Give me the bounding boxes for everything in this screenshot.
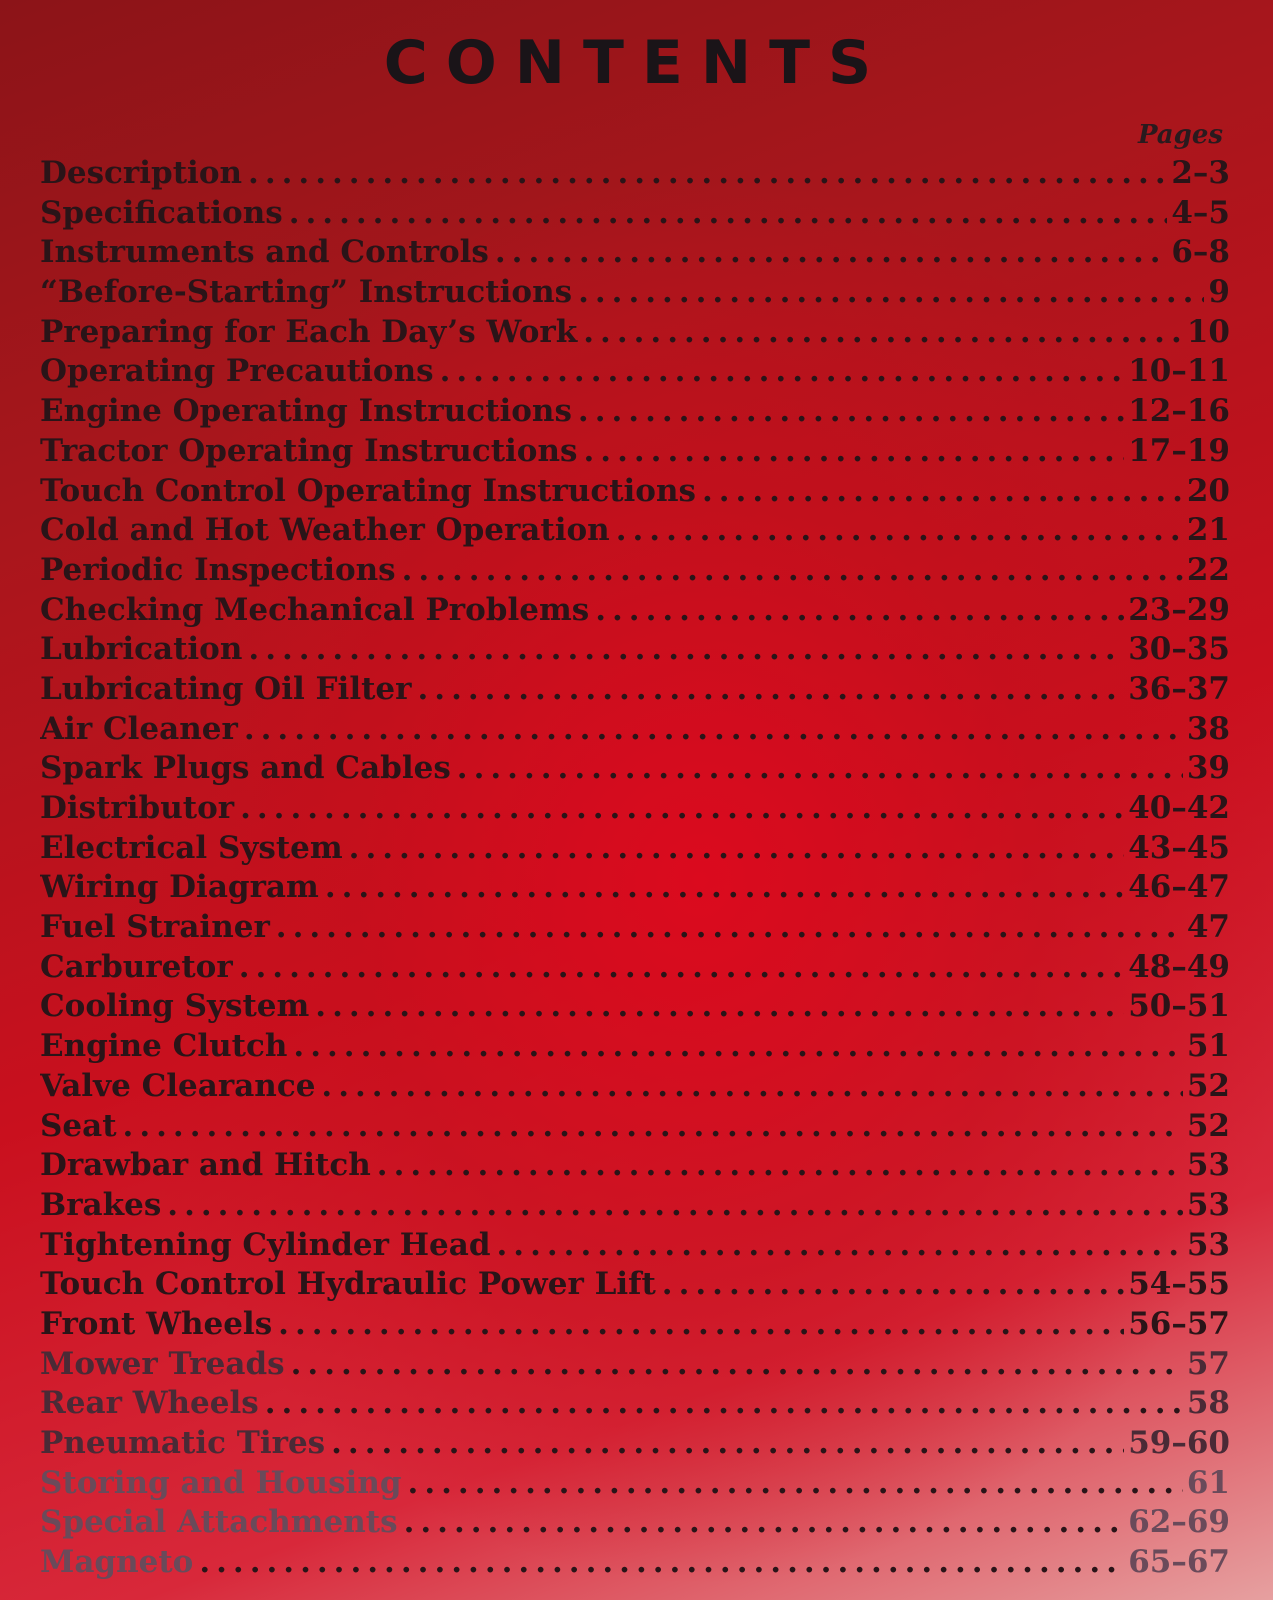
toc-entry: [40, 314, 1230, 354]
toc-entry-label: Special Attachments: [40, 1504, 398, 1541]
toc-entry-pages: 53: [1186, 1226, 1230, 1263]
dot-leader: [289, 195, 1168, 231]
toc-entry-pages: 47: [1186, 909, 1230, 946]
toc-entry: [40, 869, 1230, 909]
toc-entry-label: Valve Clearance: [40, 1067, 316, 1104]
toc-entry-pages: 4–5: [1171, 194, 1230, 231]
toc-entry-label: Front Wheels: [40, 1305, 273, 1342]
toc-entry-pages: 59–60: [1128, 1425, 1230, 1461]
toc-entry-label: Wiring Diagram: [40, 869, 319, 906]
toc-entry: [40, 750, 1230, 790]
toc-entry-label: Fuel Strainer: [40, 909, 270, 946]
dot-leader: [199, 1544, 1124, 1580]
toc-entry-pages: 12–16: [1128, 393, 1230, 430]
dot-leader: [662, 1266, 1124, 1302]
toc-entry: [40, 353, 1230, 393]
toc-entry-pages: 38: [1186, 710, 1230, 747]
toc-entry: [40, 1068, 1230, 1108]
toc-entry: [40, 473, 1230, 513]
dot-leader: [265, 1385, 1183, 1421]
toc-entry-pages: 46–47: [1128, 869, 1230, 906]
toc-entry: [40, 988, 1230, 1028]
toc-entry-label: Air Cleaner: [40, 710, 238, 747]
toc-entry: [40, 195, 1230, 235]
toc-entry: [40, 592, 1230, 632]
pages-column-heading: Pages: [1137, 120, 1223, 150]
toc-entry-pages: 54–55: [1128, 1266, 1230, 1303]
dot-leader: [325, 869, 1124, 905]
dot-leader: [244, 711, 1183, 747]
toc-entry-pages: 53: [1186, 1186, 1230, 1223]
toc-entry-pages: 9: [1208, 274, 1230, 311]
toc-entry: [40, 1028, 1230, 1068]
dot-leader: [293, 1028, 1182, 1064]
dot-leader: [377, 1147, 1183, 1183]
toc-entry-label: Engine Clutch: [40, 1028, 288, 1065]
dot-leader: [240, 790, 1124, 826]
toc-entry-label: Tightening Cylinder Head: [40, 1226, 491, 1263]
toc-entry-pages: 50–51: [1128, 988, 1230, 1025]
toc-entry: [40, 1306, 1230, 1346]
dot-leader: [495, 234, 1168, 270]
toc-entry-pages: 62–69: [1128, 1504, 1230, 1541]
dot-leader: [349, 830, 1125, 866]
dot-leader: [578, 274, 1204, 310]
dot-leader: [402, 552, 1183, 588]
toc-entry: [40, 234, 1230, 274]
dot-leader: [578, 393, 1124, 429]
dot-leader: [497, 1227, 1183, 1263]
toc-entry-pages: 22: [1186, 551, 1230, 588]
toc-entry: [40, 1147, 1230, 1187]
toc-entry: [40, 433, 1230, 473]
toc-entry-pages: 57: [1186, 1345, 1230, 1382]
toc-entry-pages: 48–49: [1128, 948, 1230, 985]
toc-entry-label: Periodic Inspections: [40, 551, 396, 588]
toc-entry: [40, 1108, 1230, 1148]
toc-entry-pages: 30–35: [1128, 631, 1230, 668]
toc-entry-pages: 58: [1186, 1385, 1230, 1422]
toc-entry-label: Specifications: [40, 194, 283, 231]
toc-entry-label: Magneto: [40, 1544, 194, 1581]
toc-entry: [40, 1187, 1230, 1227]
toc-entry-pages: 20: [1186, 472, 1230, 509]
toc-entry-pages: 39: [1186, 750, 1230, 787]
toc-entry: [40, 1544, 1230, 1584]
toc-entry-pages: 52: [1186, 1107, 1230, 1144]
toc-entry-label: Electrical System: [40, 829, 343, 866]
toc-entry: [40, 1227, 1230, 1267]
toc-entry-pages: 61: [1186, 1464, 1230, 1501]
dot-leader: [123, 1108, 1183, 1144]
toc-entry-label: Distributor: [40, 790, 235, 826]
dot-leader: [315, 988, 1124, 1024]
dot-leader: [583, 433, 1124, 469]
toc-entry: [40, 631, 1230, 671]
dot-leader: [408, 1465, 1183, 1501]
toc-entry-label: Drawbar and Hitch: [40, 1147, 371, 1184]
toc-entry-label: Description: [40, 155, 243, 191]
toc-entry-label: Rear Wheels: [40, 1385, 259, 1422]
toc-entry-pages: 17–19: [1128, 432, 1230, 469]
dot-leader: [278, 1306, 1124, 1342]
toc-entry-pages: 23–29: [1128, 591, 1230, 628]
dot-leader: [291, 1346, 1183, 1382]
toc-entry: [40, 671, 1230, 711]
toc-entry: [40, 711, 1230, 751]
toc-entry: [40, 1504, 1230, 1544]
toc-entry: [40, 1266, 1230, 1306]
toc-entry-label: Seat: [40, 1107, 117, 1144]
toc-entry-pages: 51: [1186, 1028, 1230, 1065]
dot-leader: [595, 592, 1124, 628]
toc-entry-label: Cooling System: [40, 988, 310, 1025]
toc-entry: [40, 909, 1230, 949]
toc-entry-pages: 36–37: [1128, 670, 1230, 707]
toc-entry-pages: 53: [1186, 1147, 1230, 1184]
toc-entry-pages: 6–8: [1171, 234, 1230, 271]
toc-entry-pages: 10–11: [1128, 353, 1230, 390]
toc-entry-label: Touch Control Hydraulic Power Lift: [40, 1266, 656, 1303]
toc-entry-label: Operating Precautions: [40, 353, 434, 390]
toc-entry-pages: 40–42: [1128, 790, 1230, 826]
toc-entry-pages: 52: [1186, 1067, 1230, 1104]
dot-leader: [321, 1068, 1182, 1104]
dot-leader: [276, 909, 1183, 945]
toc-entry: [40, 1465, 1230, 1505]
dot-leader: [417, 671, 1124, 707]
toc-entry-label: Touch Control Operating Instructions: [40, 472, 696, 509]
toc-entry-pages: 65–67: [1128, 1544, 1230, 1581]
toc-entry-label: Tractor Operating Instructions: [40, 432, 578, 469]
toc-entry-label: Brakes: [40, 1186, 162, 1223]
toc-entry: [40, 393, 1230, 433]
dot-leader: [457, 750, 1183, 786]
toc-entry-label: Cold and Hot Weather Operation: [40, 512, 610, 549]
dot-leader: [583, 314, 1183, 350]
dot-leader: [616, 512, 1183, 548]
toc-entry-label: Spark Plugs and Cables: [40, 750, 451, 787]
toc-entry-pages: 10: [1186, 313, 1230, 350]
toc-entry-label: Mower Treads: [40, 1345, 285, 1382]
toc-entry-label: Engine Operating Instructions: [40, 393, 572, 430]
toc-entry: [40, 274, 1230, 314]
toc-entry-label: Lubrication: [40, 631, 243, 668]
toc-entry-label: Checking Mechanical Problems: [40, 591, 590, 628]
dot-leader: [248, 631, 1124, 667]
dot-leader: [440, 353, 1125, 389]
toc-entry: [40, 155, 1230, 195]
toc-entry-label: Carburetor: [40, 948, 233, 985]
toc-entry: [40, 1385, 1230, 1425]
toc-entry: [40, 1346, 1230, 1386]
table-of-contents: [40, 155, 1230, 1584]
toc-entry-label: Preparing for Each Day’s Work: [40, 313, 578, 350]
toc-entry-label: Storing and Housing: [40, 1464, 402, 1501]
dot-leader: [248, 155, 1167, 191]
page-title: CONTENTS: [383, 28, 890, 98]
toc-entry-pages: 56–57: [1128, 1305, 1230, 1342]
toc-entry-label: Pneumatic Tires: [40, 1425, 326, 1461]
toc-entry-pages: 21: [1186, 512, 1230, 549]
toc-entry: [40, 512, 1230, 552]
toc-entry-label: “Before-Starting” Instructions: [40, 274, 573, 311]
toc-entry-pages: 43–45: [1128, 829, 1230, 866]
toc-entry-label: Instruments and Controls: [40, 234, 489, 271]
toc-entry-pages: 2–3: [1171, 155, 1230, 191]
dot-leader: [167, 1187, 1183, 1223]
toc-entry: [40, 1425, 1230, 1465]
dot-leader: [239, 949, 1125, 985]
dot-leader: [331, 1425, 1124, 1461]
toc-entry: [40, 552, 1230, 592]
toc-entry-label: Lubricating Oil Filter: [40, 670, 412, 707]
toc-entry: [40, 790, 1230, 830]
toc-entry: [40, 830, 1230, 870]
dot-leader: [702, 473, 1183, 509]
dot-leader: [404, 1504, 1125, 1540]
toc-entry: [40, 949, 1230, 989]
